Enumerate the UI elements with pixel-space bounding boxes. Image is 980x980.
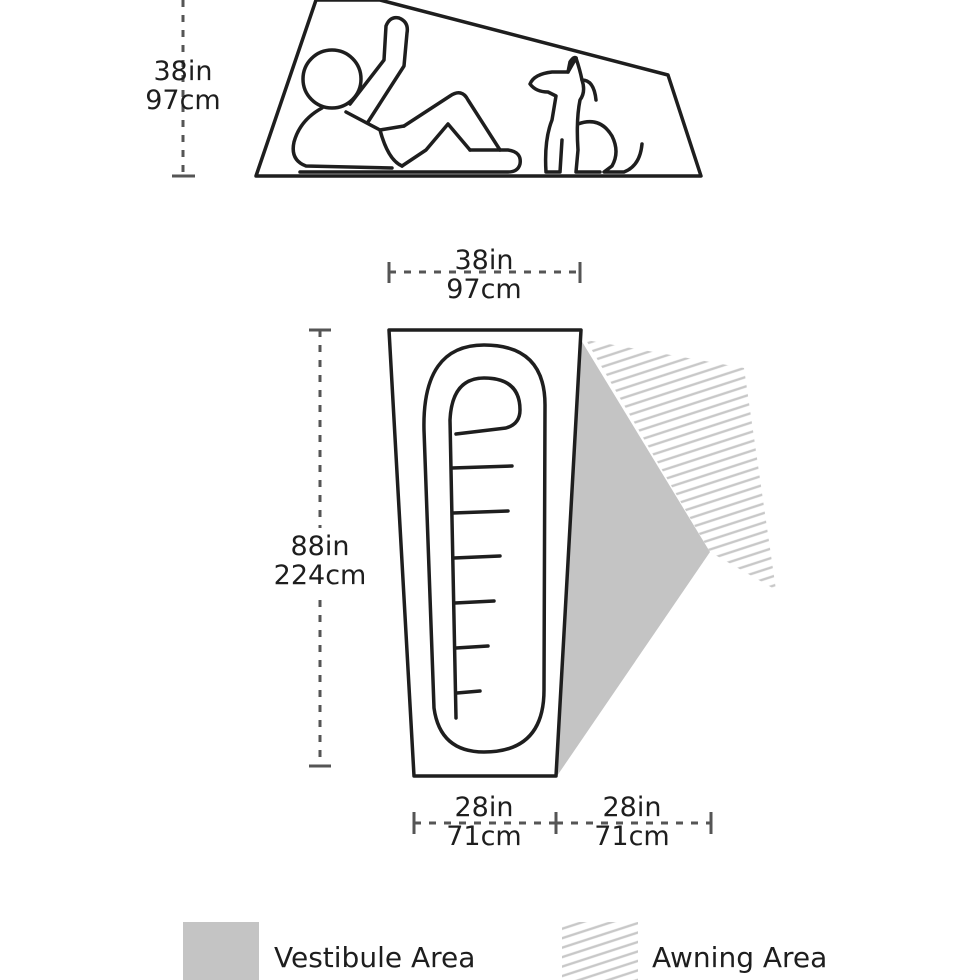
tent-floor-outline bbox=[389, 330, 581, 776]
length-in: 88in bbox=[290, 531, 350, 562]
vestibule-depth-cm: 71cm bbox=[594, 821, 670, 852]
vestibule-swatch bbox=[183, 922, 259, 980]
side-height-in: 38in bbox=[153, 56, 213, 87]
awning-legend-label: Awning Area bbox=[652, 941, 828, 974]
vestibule-depth-in: 28in bbox=[602, 792, 662, 823]
side-height-cm: 97cm bbox=[145, 85, 221, 116]
awning-swatch bbox=[562, 922, 638, 980]
head-width-in: 38in bbox=[454, 245, 514, 276]
legend bbox=[183, 922, 827, 980]
foot-width-cm: 71cm bbox=[446, 821, 522, 852]
vestibule-legend-label: Vestibule Area bbox=[274, 941, 476, 974]
length-cm: 224cm bbox=[273, 560, 367, 591]
foot-width-in: 28in bbox=[454, 792, 514, 823]
person-reclining-icon bbox=[293, 18, 520, 172]
head-width-cm: 97cm bbox=[446, 274, 522, 305]
floor-plan bbox=[262, 245, 776, 852]
side-view bbox=[145, 0, 701, 176]
dog-icon bbox=[530, 58, 642, 173]
sleeping-bag-icon bbox=[424, 345, 545, 752]
